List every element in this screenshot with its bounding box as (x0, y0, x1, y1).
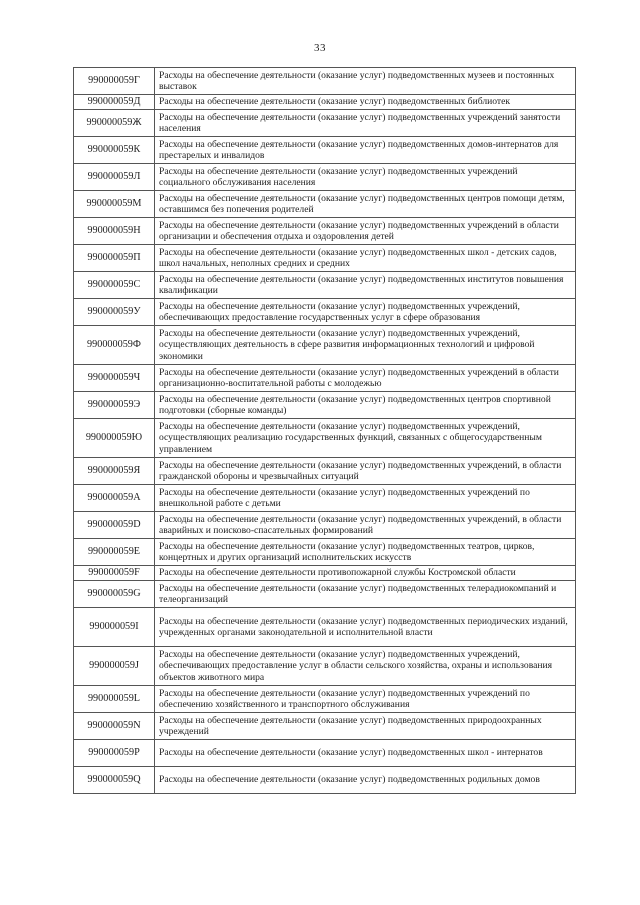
row-code: 990000059Э (74, 392, 155, 419)
row-description: Расходы на обеспечение деятельности (оказание услуг) подведомственных школ - детских садов, школ начальных, неполных средних и средних (155, 245, 576, 272)
table-row (74, 245, 576, 272)
row-description: Расходы на обеспечение деятельности (оказание услуг) подведомственных учреждений социального обслуживания населения (155, 164, 576, 191)
table-row (74, 740, 576, 767)
table-row (74, 110, 576, 137)
row-code: 990000059Н (74, 218, 155, 245)
row-description: Расходы на обеспечение деятельности (оказание услуг) подведомственных школ - интернатов (155, 740, 576, 767)
table-row (74, 512, 576, 539)
table-row (74, 365, 576, 392)
row-description: Расходы на обеспечение деятельности (оказание услуг) подведомственных учреждений, осуществляющих реализацию государственных функций, связанных с общегосударственным управлением (155, 419, 576, 458)
row-code: 990000059J (74, 647, 155, 686)
row-description: Расходы на обеспечение деятельности (оказание услуг) подведомственных учреждений по внешкольной работе с детьми (155, 485, 576, 512)
row-code: 990000059П (74, 245, 155, 272)
table-row (74, 299, 576, 326)
row-description: Расходы на обеспечение деятельности (оказание услуг) подведомственных телерадиокомпаний и телеорганизаций (155, 581, 576, 608)
row-code: 990000059Л (74, 164, 155, 191)
row-description: Расходы на обеспечение деятельности (оказание услуг) подведомственных учреждений в области организационно-воспитательной работы с молодежью (155, 365, 576, 392)
row-code: 990000059A (74, 485, 155, 512)
table-row (74, 485, 576, 512)
row-description: Расходы на обеспечение деятельности (оказание услуг) подведомственных центров помощи детям, оставшимся без попечения родителей (155, 191, 576, 218)
row-code: 990000059М (74, 191, 155, 218)
table-row (74, 539, 576, 566)
row-description: Расходы на обеспечение деятельности противопожарной службы Костромской области (155, 566, 576, 581)
row-description: Расходы на обеспечение деятельности (оказание услуг) подведомственных учреждений по обеспечению хозяйственного и транспортного обслуживания (155, 686, 576, 713)
row-code: 990000059L (74, 686, 155, 713)
row-description: Расходы на обеспечение деятельности (оказание услуг) подведомственных учреждений, в области гражданской обороны и чрезвычайных ситуаций (155, 458, 576, 485)
table-row (74, 581, 576, 608)
table-row (74, 164, 576, 191)
table-row (74, 458, 576, 485)
table-row (74, 767, 576, 794)
row-code: 990000059F (74, 566, 155, 581)
row-code: 990000059D (74, 512, 155, 539)
row-code: 990000059Д (74, 95, 155, 110)
table-row (74, 419, 576, 458)
table-row (74, 218, 576, 245)
row-description: Расходы на обеспечение деятельности (оказание услуг) подведомственных музеев и постоянных выставок (155, 68, 576, 95)
row-description: Расходы на обеспечение деятельности (оказание услуг) подведомственных центров спортивной подготовки (сборные команды) (155, 392, 576, 419)
row-code: 990000059Ч (74, 365, 155, 392)
row-description: Расходы на обеспечение деятельности (оказание услуг) подведомственных учреждений занятости населения (155, 110, 576, 137)
row-code: 990000059Ж (74, 110, 155, 137)
row-code: 990000059G (74, 581, 155, 608)
page-number: 33 (314, 42, 326, 54)
row-description: Расходы на обеспечение деятельности (оказание услуг) подведомственных учреждений, осуществляющих деятельность в сфере развития информационных технологий и цифровой экономики (155, 326, 576, 365)
row-description: Расходы на обеспечение деятельности (оказание услуг) подведомственных библиотек (155, 95, 576, 110)
row-code: 990000059С (74, 272, 155, 299)
row-code: 990000059Г (74, 68, 155, 95)
row-description: Расходы на обеспечение деятельности (оказание услуг) подведомственных учреждений в области организации и обеспечения отдыха и оздоровления детей (155, 218, 576, 245)
row-description: Расходы на обеспечение деятельности (оказание услуг) подведомственных учреждений, обеспечивающих предоставление услуг в области сельского хозяйства, охраны и использования объектов животного мира (155, 647, 576, 686)
row-code: 990000059I (74, 608, 155, 647)
row-code: 990000059Q (74, 767, 155, 794)
budget-codes-table (73, 67, 576, 794)
row-code: 990000059E (74, 539, 155, 566)
row-code: 990000059Я (74, 458, 155, 485)
row-code: 990000059Ю (74, 419, 155, 458)
table-row (74, 566, 576, 581)
table-row (74, 326, 576, 365)
table-row (74, 713, 576, 740)
row-code: 990000059К (74, 137, 155, 164)
table-row (74, 647, 576, 686)
row-description: Расходы на обеспечение деятельности (оказание услуг) подведомственных учреждений, в области аварийных и поисково-спасательных формирований (155, 512, 576, 539)
table-row (74, 191, 576, 218)
row-description: Расходы на обеспечение деятельности (оказание услуг) подведомственных учреждений, обеспечивающих предоставление государственных услуг в сфере образования (155, 299, 576, 326)
table-row (74, 686, 576, 713)
row-code: 990000059Ф (74, 326, 155, 365)
table-row (74, 392, 576, 419)
row-description: Расходы на обеспечение деятельности (оказание услуг) подведомственных периодических изданий, учрежденных органами законодательной и исполнительной власти (155, 608, 576, 647)
row-code: 990000059N (74, 713, 155, 740)
table-body (74, 68, 576, 794)
table-row (74, 137, 576, 164)
table-row (74, 95, 576, 110)
row-description: Расходы на обеспечение деятельности (оказание услуг) подведомственных институтов повышения квалификации (155, 272, 576, 299)
table-row (74, 272, 576, 299)
row-description: Расходы на обеспечение деятельности (оказание услуг) подведомственных театров, цирков, концертных и других организаций исполнительских искусств (155, 539, 576, 566)
row-description: Расходы на обеспечение деятельности (оказание услуг) подведомственных родильных домов (155, 767, 576, 794)
row-description: Расходы на обеспечение деятельности (оказание услуг) подведомственных природоохранных учреждений (155, 713, 576, 740)
table-row (74, 68, 576, 95)
row-code: 990000059У (74, 299, 155, 326)
row-code: 990000059P (74, 740, 155, 767)
row-description: Расходы на обеспечение деятельности (оказание услуг) подведомственных домов-интернатов для престарелых и инвалидов (155, 137, 576, 164)
table-row (74, 608, 576, 647)
